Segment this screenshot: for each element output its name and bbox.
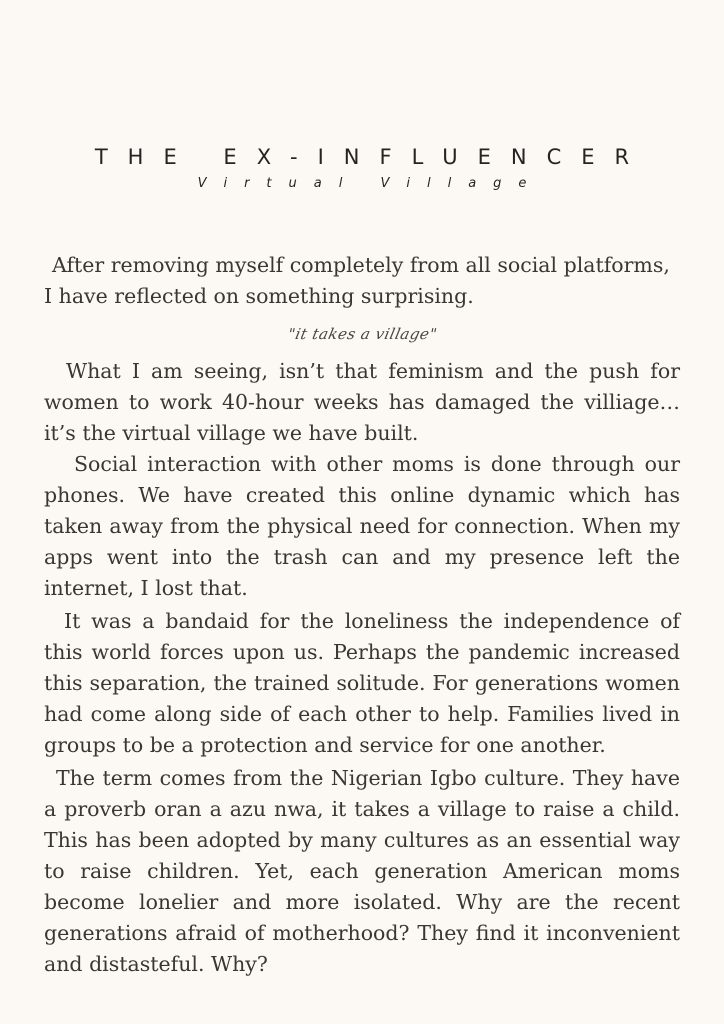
paragraph-bandaid: It was a bandaid for the loneliness the independence of this world forces upon us. Perhaps the pandemic increased this separation, the trained solitude. For generations women had come along side of each other to help. Families lived in groups to be a protection and service for one another. [44,609,680,757]
page-title: THE EX-INFLUENCER [94,145,650,169]
paragraph-intro: After removing myself completely from all social platforms, I have reflected on something surprising. [44,253,670,308]
quote-line [44,312,680,356]
paragraph-igbo-culture: The term comes from the Nigerian Igbo culture. They have a proverb oran a azu nwa, it takes a village to raise a child. This has been adopted by many cultures as an essential way to raise children. Yet, each generation American moms become lonelier and more isolated. Why are the recent generations afraid of motherhood? They find it inconvenient and distasteful. Why? [44,766,680,976]
article-body [44,250,680,980]
paragraph-social-interaction: Social interaction with other moms is done through our phones. We have created this online dynamic which has taken away from the physical need for connection. When my apps went into the trash can and my presence left the internet, I lost that. [44,452,680,600]
page-subtitle: Virtual Village [197,176,544,191]
script-quote: "it takes a village" [285,324,439,343]
paragraph-virtual-village: What I am seeing, isn’t that feminism and the push for women to work 40-hour weeks has damaged the villiage… it’s the virtual village we have built. [44,359,680,445]
